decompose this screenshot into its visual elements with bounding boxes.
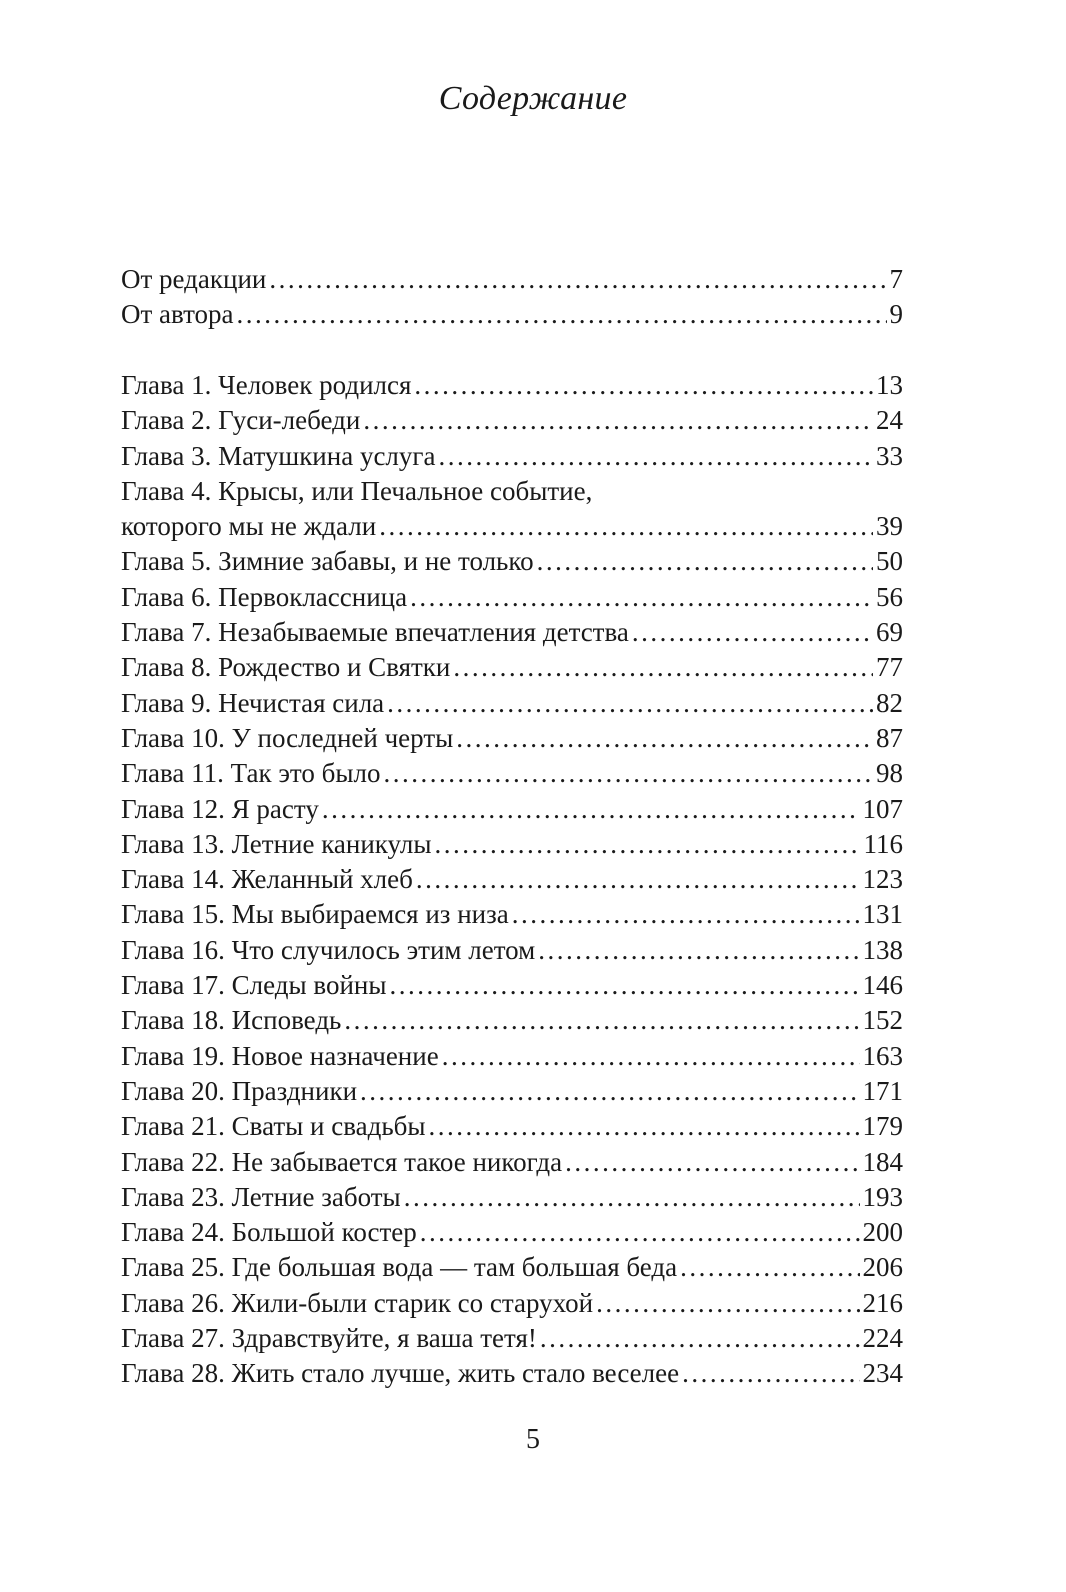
toc-entry-text: Глава 16. Что случилось этим летом [121, 934, 536, 965]
dot-leader [416, 862, 860, 897]
toc-entry [121, 368, 903, 403]
dot-leader [438, 439, 873, 474]
page-number: 5 [526, 1424, 540, 1455]
toc-entry-text: От автора [121, 299, 234, 330]
toc-page-number: 39 [876, 511, 903, 542]
dot-leader [538, 933, 859, 968]
toc-entry [121, 262, 903, 297]
toc-entry-text: Глава 14. Желанный хлеб [121, 864, 413, 895]
toc-entry [121, 862, 903, 897]
toc-entry-text: Глава 24. Большой костер [121, 1217, 417, 1248]
toc-page-number: 163 [862, 1040, 903, 1071]
dot-leader [383, 756, 873, 791]
toc-page-number: 216 [862, 1287, 903, 1318]
toc-entry [121, 968, 903, 1003]
toc-page-number: 146 [862, 970, 903, 1001]
toc-page-number: 131 [862, 899, 903, 930]
toc-entry-text: От редакции [121, 264, 267, 294]
dot-leader [456, 721, 873, 756]
toc-page-number: 200 [862, 1217, 903, 1248]
toc-entry-text: Глава 7. Незабываемые впечатления детства [121, 617, 629, 648]
dot-leader [537, 544, 873, 579]
toc-entry [121, 650, 903, 685]
toc-entry-text: Глава 12. Я расту [121, 793, 319, 824]
toc-entry [121, 439, 903, 474]
toc-entry-text: Глава 21. Сваты и свадьбы [121, 1111, 426, 1142]
toc-entry-text: Глава 6. Первоклассница [121, 581, 408, 612]
toc-entry-text: Глава 27. Здравствуйте, я ваша тетя! [121, 1323, 537, 1354]
dot-leader [442, 1039, 860, 1074]
toc-entry [121, 1356, 903, 1391]
toc-entry [121, 297, 903, 332]
page-title: Содержание [438, 80, 628, 117]
toc-page-number: 77 [876, 652, 903, 683]
toc-entry-text: которого мы не ждали [121, 511, 377, 542]
toc-page-number: 171 [862, 1075, 903, 1106]
toc-page-number: 33 [876, 440, 903, 471]
toc-entry-text: Глава 8. Рождество и Святки [121, 652, 451, 683]
toc-entry [121, 403, 903, 438]
toc-entry [121, 721, 903, 756]
toc-entry [121, 1180, 903, 1215]
front-matter-list [121, 262, 903, 333]
toc-entry-text: Глава 28. Жить стало лучше, жить стало веселее [121, 1358, 680, 1389]
dot-leader [237, 297, 887, 332]
toc-entry [121, 615, 903, 650]
toc-entry-text: Глава 10. У последней черты [121, 722, 454, 753]
dot-leader [363, 403, 873, 438]
toc-entry-text: Глава 3. Матушкина услуга [121, 440, 436, 471]
toc-entry-text: Глава 20. Праздники [121, 1075, 358, 1106]
dot-leader [322, 792, 860, 827]
dot-leader [360, 1074, 859, 1109]
toc-page-number: 24 [876, 405, 903, 436]
toc-entry-text: Глава 15. Мы выбираемся из низа [121, 899, 509, 930]
toc-entry-text: Глава 18. Исповедь [121, 1005, 342, 1036]
toc-entry [121, 1321, 903, 1356]
toc-entry [121, 474, 903, 545]
dot-leader [404, 1180, 860, 1215]
toc-page-number: 98 [876, 758, 903, 789]
toc-entry-text: Глава 11. Так это было [121, 758, 381, 789]
toc-page-number: 179 [862, 1111, 903, 1142]
toc-entry [121, 1145, 903, 1180]
toc-entry-text: Глава 4. Крысы, или Печальное событие, [121, 475, 593, 506]
toc-entry-text: Глава 26. Жили-были старик со старухой [121, 1287, 594, 1318]
toc-entry-text: Глава 23. Летние заботы [121, 1181, 401, 1212]
toc-entry [121, 580, 903, 615]
dot-leader [453, 650, 873, 685]
toc-entry [121, 933, 903, 968]
dot-leader [344, 1003, 859, 1038]
dot-leader [269, 262, 886, 297]
dot-leader [410, 580, 873, 615]
toc-entry-text: Глава 19. Новое назначение [121, 1040, 439, 1071]
toc-page-number: 234 [862, 1358, 903, 1389]
dot-leader [420, 1215, 860, 1250]
dot-leader [390, 968, 860, 1003]
toc-entry-text: Глава 25. Где большая вода — там большая беда [121, 1252, 678, 1283]
toc-entry [121, 897, 903, 932]
toc-entry [121, 1003, 903, 1038]
dot-leader [632, 615, 873, 650]
toc-entry [121, 1074, 903, 1109]
toc-entry [121, 686, 903, 721]
toc-page-number: 206 [862, 1252, 903, 1283]
toc-page-number: 152 [862, 1005, 903, 1036]
toc-entry-text: Глава 9. Нечистая сила [121, 687, 385, 718]
toc-page-number: 50 [876, 546, 903, 577]
toc-entry [121, 1286, 903, 1321]
toc-entry-continuation [121, 509, 903, 544]
toc-page-number: 69 [876, 617, 903, 648]
toc-page-number: 107 [862, 793, 903, 824]
toc-page-number: 116 [863, 828, 903, 859]
toc-entry-text: Глава 13. Летние каникулы [121, 828, 432, 859]
toc-entry [121, 756, 903, 791]
dot-leader [414, 368, 873, 403]
toc-entry-text: Глава 22. Не забывается такое никогда [121, 1146, 563, 1177]
toc-page-number: 138 [862, 934, 903, 965]
dot-leader [596, 1286, 859, 1321]
toc-page-number: 123 [862, 864, 903, 895]
toc-entry-text: Глава 2. Гуси-лебеди [121, 405, 361, 436]
toc-entry-text: Глава 5. Зимние забавы, и не только [121, 546, 534, 577]
dot-leader [379, 509, 873, 544]
toc-page-number: 56 [876, 581, 903, 612]
toc-entry [121, 1109, 903, 1144]
toc-page-number: 82 [876, 687, 903, 718]
toc-entry [121, 827, 903, 862]
toc-page-number: 224 [862, 1323, 903, 1354]
dot-leader [680, 1250, 859, 1285]
toc-entry [121, 1250, 903, 1285]
toc-entry-text: Глава 17. Следы войны [121, 970, 387, 1001]
toc-entry [121, 544, 903, 579]
dot-leader [429, 1109, 860, 1144]
toc-entry [121, 1215, 903, 1250]
dot-leader [512, 897, 860, 932]
toc-page-number: 193 [862, 1181, 903, 1212]
toc-page-number: 13 [876, 370, 903, 400]
dot-leader [434, 827, 860, 862]
toc-page-number: 87 [876, 722, 903, 753]
dot-leader [682, 1356, 859, 1391]
toc-page-number: 9 [889, 299, 903, 330]
chapter-list [121, 368, 903, 1392]
toc-entry-text: Глава 1. Человек родился [121, 370, 412, 400]
toc-entry [121, 792, 903, 827]
toc-page-number: 184 [862, 1146, 903, 1177]
dot-leader [540, 1321, 860, 1356]
dot-leader [565, 1145, 859, 1180]
dot-leader [387, 686, 873, 721]
toc-entry [121, 1039, 903, 1074]
toc-page-number: 7 [889, 264, 903, 294]
